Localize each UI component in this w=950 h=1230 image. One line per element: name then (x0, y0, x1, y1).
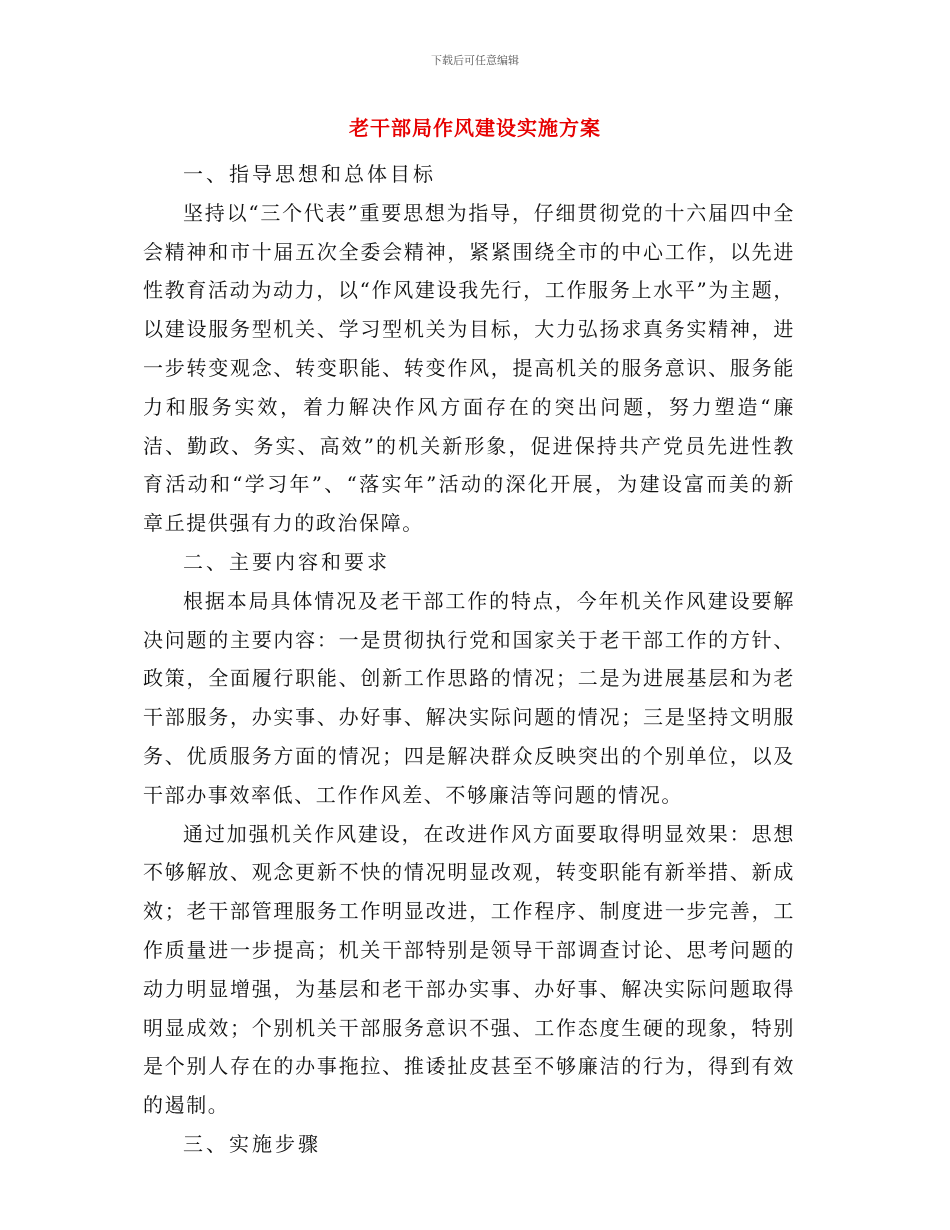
section-heading-main-content: 二、主要内容和要求 (183, 549, 390, 574)
paragraph-guiding-ideology: 坚持以“三个代表”重要思想为指导，仔细贯彻党的十六届四中全会精神和市十届五次全委会精神，紧紧围绕全市的中心工作，以先进性教育活动为动力，以“作风建设我先行，工作服务上水平”为主题，以建设服务型机关、学习型机关为目标，大力弘扬求真务实精神，进一步转变观念、转变职能、转变作风，提高机关的服务意识、服务能力和服务实效，着力解决作风方面存在的突出问题，努力塑造“廉洁、勤政、务实、高效”的机关新形象，促进保持共产党员先进性教育活动和“学习年”、“落实年”活动的深化开展，为建设富而美的新章丘提供强有力的政治保障。 (143, 200, 795, 536)
header-note: 下载后可任意编辑 (431, 54, 519, 67)
section-heading-guiding-ideology: 一、指导思想和总体目标 (183, 162, 436, 186)
section-heading-implementation-steps: 三、实施步骤 (183, 1131, 321, 1156)
paragraph-expected-results: 通过加强机关作风建设，在改进作风方面要取得明显效果：思想不够解放、观念更新不快的情况明显改观，转变职能有新举措、新成效；老干部管理服务工作明显改进，工作程序、制度进一步完善，工作质量进一步提高；机关干部特别是领导干部调查讨论、思考问题的动力明显增强，为基层和老干部办实事、办好事、解决实际问题取得明显成效；个别机关干部服务意识不强、工作态度生硬的现象，特别是个别人存在的办事拖拉、推诿扯皮甚至不够廉洁的行为，得到有效的遏制。 (143, 821, 795, 1118)
document-title: 老干部局作风建设实施方案 (349, 116, 601, 140)
document-body (143, 155, 795, 1164)
paragraph-main-content: 根据本局具体情况及老干部工作的特点，今年机关作风建设要解决问题的主要内容：一是贯彻执行党和国家关于老干部工作的方针、政策，全面履行职能、创新工作思路的情况；二是为进展基层和为老干部服务，办实事、办好事、解决实际问题的情况；三是坚持文明服务、优质服务方面的情况；四是解决群众反映突出的个别单位，以及干部办事效率低、工作作风差、不够廉洁等问题的情况。 (143, 588, 795, 807)
